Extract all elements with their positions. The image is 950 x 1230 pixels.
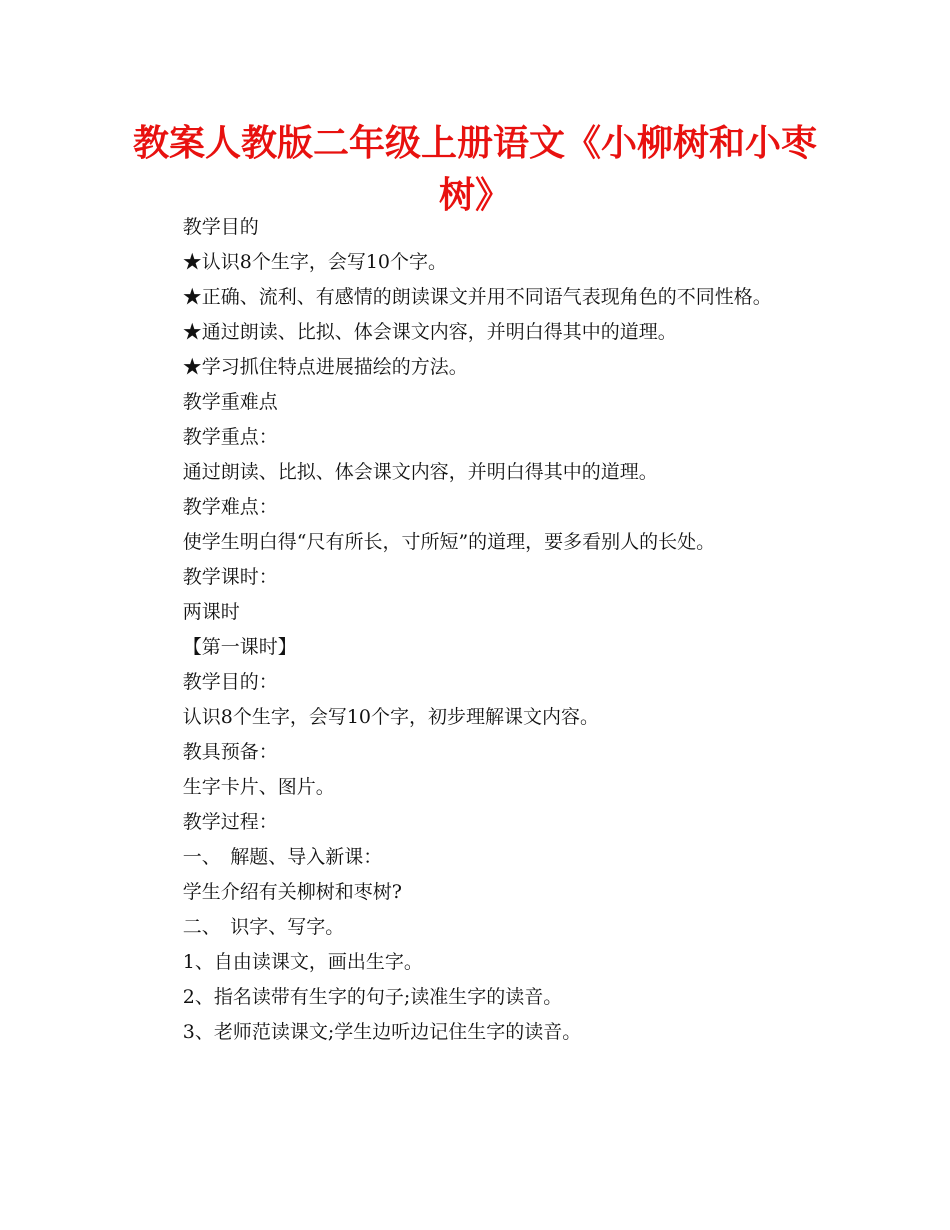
paragraph: 教学课时： [182, 566, 278, 588]
paragraph: 一、 解题、导入新课： [182, 846, 383, 868]
paragraph: 1、自由读课文，画出生字。 [182, 951, 423, 973]
paragraph: 两课时 [182, 601, 240, 623]
paragraph: ★学习抓住特点进展描绘的方法。 [182, 356, 468, 378]
paragraph: 教学重点： [182, 426, 278, 448]
paragraph: 教学目的： [182, 671, 278, 693]
paragraph: 【第一课时】 [182, 636, 297, 658]
paragraph: 教学目的 [182, 216, 259, 238]
document-body [140, 210, 820, 1050]
document-title: 教案人教版二年级上册语文《小柳树和小枣树》 [132, 123, 817, 216]
paragraph: 教学过程： [182, 811, 278, 833]
paragraph: 生字卡片、图片。 [182, 776, 335, 798]
paragraph: 二、 识字、写字。 [182, 916, 345, 938]
paragraph: 通过朗读、比拟、体会课文内容，并明白得其中的道理。 [182, 461, 658, 483]
paragraph: 3、老师范读课文;学生边听边记住生字的读音。 [182, 1021, 582, 1043]
paragraph: 使学生明白得“尺有所长，寸所短”的道理，要多看别人的长处。 [182, 531, 716, 553]
paragraph: ★通过朗读、比拟、体会课文内容，并明白得其中的道理。 [182, 321, 677, 343]
paragraph: ★认识8个生字，会写10个字。 [182, 251, 448, 273]
paragraph: ★正确、流利、有感情的朗读课文并用不同语气表现角色的不同性格。 [182, 286, 772, 308]
paragraph: 学生介绍有关柳树和枣树? [182, 881, 402, 903]
paragraph: 教学重难点 [182, 391, 278, 413]
paragraph: 认识8个生字，会写10个字，初步理解课文内容。 [182, 706, 600, 728]
paragraph: 教学难点： [182, 496, 278, 518]
paragraph: 2、指名读带有生字的句子;读准生字的读音。 [182, 986, 563, 1008]
paragraph: 教具预备： [182, 741, 278, 763]
